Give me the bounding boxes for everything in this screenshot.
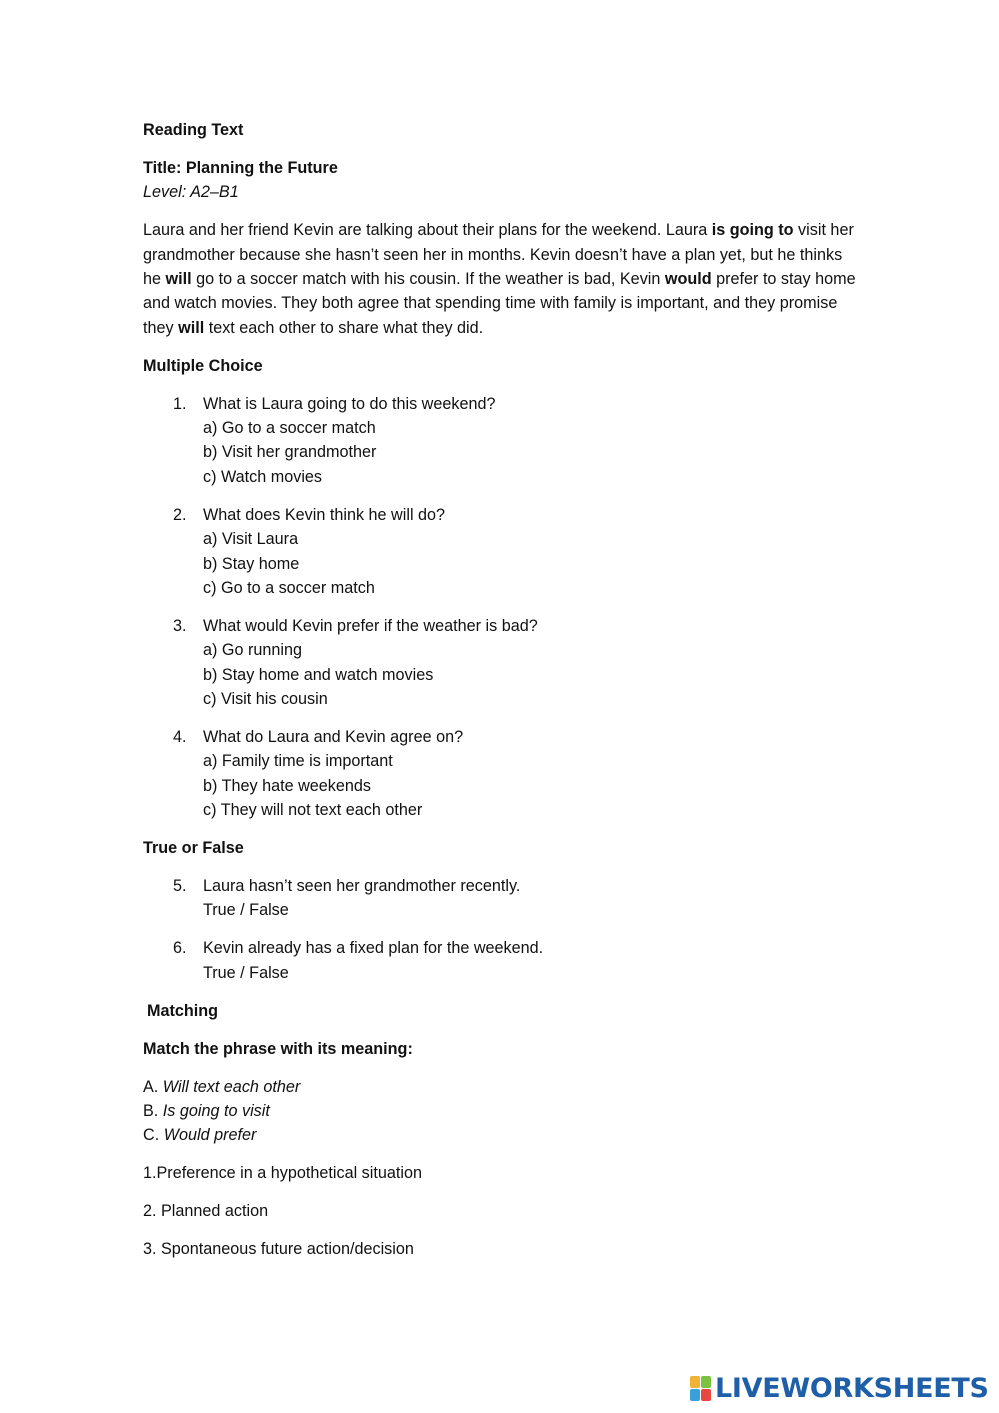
option-b: b) Visit her grandmother [203, 443, 377, 462]
option-a: a) Go to a soccer match [203, 419, 376, 438]
phrase-text: Will text each other [162, 1077, 301, 1096]
option-b: b) They hate weekends [203, 776, 371, 795]
option-a: a) Visit Laura [203, 530, 299, 549]
question-number: 4. [173, 728, 187, 747]
passage-text: visit her grandmother because she hasn’t seen her in months. Kevin doesn’t have a plan yet, but he thinks he [143, 221, 854, 289]
liveworksheets-logo-icon [690, 1376, 712, 1402]
worksheet-page [143, 118, 863, 1261]
question-text: Kevin already has a fixed plan for the weekend. [203, 939, 544, 958]
liveworksheets-wordmark: LIVEWORKSHEETS [715, 1373, 989, 1404]
meaning-1: 1.Preference in a hypothetical situation [143, 1164, 422, 1183]
passage-bold: would [664, 270, 712, 289]
option-b: b) Stay home [203, 554, 300, 573]
true-false-answer: True / False [203, 901, 289, 920]
phrase-a [143, 1075, 863, 1099]
matching-instruction: Match the phrase with its meaning: [143, 1039, 413, 1058]
true-false-answer: True / False [203, 963, 289, 982]
phrase-b [143, 1099, 863, 1123]
question-6 [173, 936, 863, 985]
passage-text: prefer to stay home and watch movies. They both agree that spending time with family is important, and they promise they [143, 270, 856, 337]
meaning-3: 3. Spontaneous future action/decision [143, 1240, 414, 1259]
reading-passage [143, 218, 863, 340]
question-text: Laura hasn’t seen her grandmother recently. [203, 877, 521, 896]
passage-text: Laura and her friend Kevin are talking about their plans for the weekend. Laura [143, 221, 712, 240]
passage-text: go to a soccer match with his cousin. If the weather is bad, Kevin [191, 270, 665, 289]
phrase-text: Would prefer [163, 1126, 257, 1145]
question-number: 3. [173, 616, 187, 635]
option-c: c) Watch movies [203, 467, 323, 486]
option-c: c) Visit his cousin [203, 690, 328, 709]
question-5 [173, 874, 863, 923]
question-number: 6. [173, 939, 187, 958]
phrase-letter: B. [143, 1101, 163, 1120]
passage-bold: will [165, 270, 192, 289]
option-a: a) Family time is important [203, 752, 393, 771]
matching-phrases [143, 1075, 863, 1148]
question-number: 5. [173, 877, 187, 896]
question-text: What do Laura and Kevin agree on? [203, 728, 464, 747]
meaning-2: 2. Planned action [143, 1202, 269, 1221]
question-4 [173, 725, 863, 823]
option-a: a) Go running [203, 641, 302, 660]
passage-bold: will [178, 318, 205, 337]
question-text: What is Laura going to do this weekend? [203, 394, 496, 413]
multiple-choice-heading: Multiple Choice [143, 356, 263, 375]
phrase-c [143, 1123, 863, 1147]
true-false-heading: True or False [143, 839, 244, 858]
section-label: Reading Text [143, 121, 244, 139]
level-label: Level: A2–B1 [143, 183, 239, 202]
liveworksheets-branding [690, 1372, 989, 1406]
option-b: b) Stay home and watch movies [203, 665, 434, 684]
question-3 [173, 614, 863, 712]
passage-text: text each other to share what they did. [204, 318, 484, 337]
phrase-letter: C. [143, 1126, 164, 1145]
question-number: 1. [173, 394, 187, 413]
phrase-text: Is going to visit [162, 1101, 270, 1120]
question-1 [173, 392, 863, 490]
question-number: 2. [173, 505, 187, 524]
passage-bold: is going to [711, 221, 794, 240]
question-2 [173, 503, 863, 601]
phrase-letter: A. [143, 1077, 163, 1096]
option-c: c) Go to a soccer match [203, 579, 375, 597]
document-title: Title: Planning the Future [143, 158, 338, 177]
matching-heading: Matching [147, 1001, 219, 1020]
question-text: What would Kevin prefer if the weather is bad? [203, 616, 538, 635]
option-c: c) They will not text each other [203, 801, 423, 820]
question-text: What does Kevin think he will do? [203, 505, 446, 524]
